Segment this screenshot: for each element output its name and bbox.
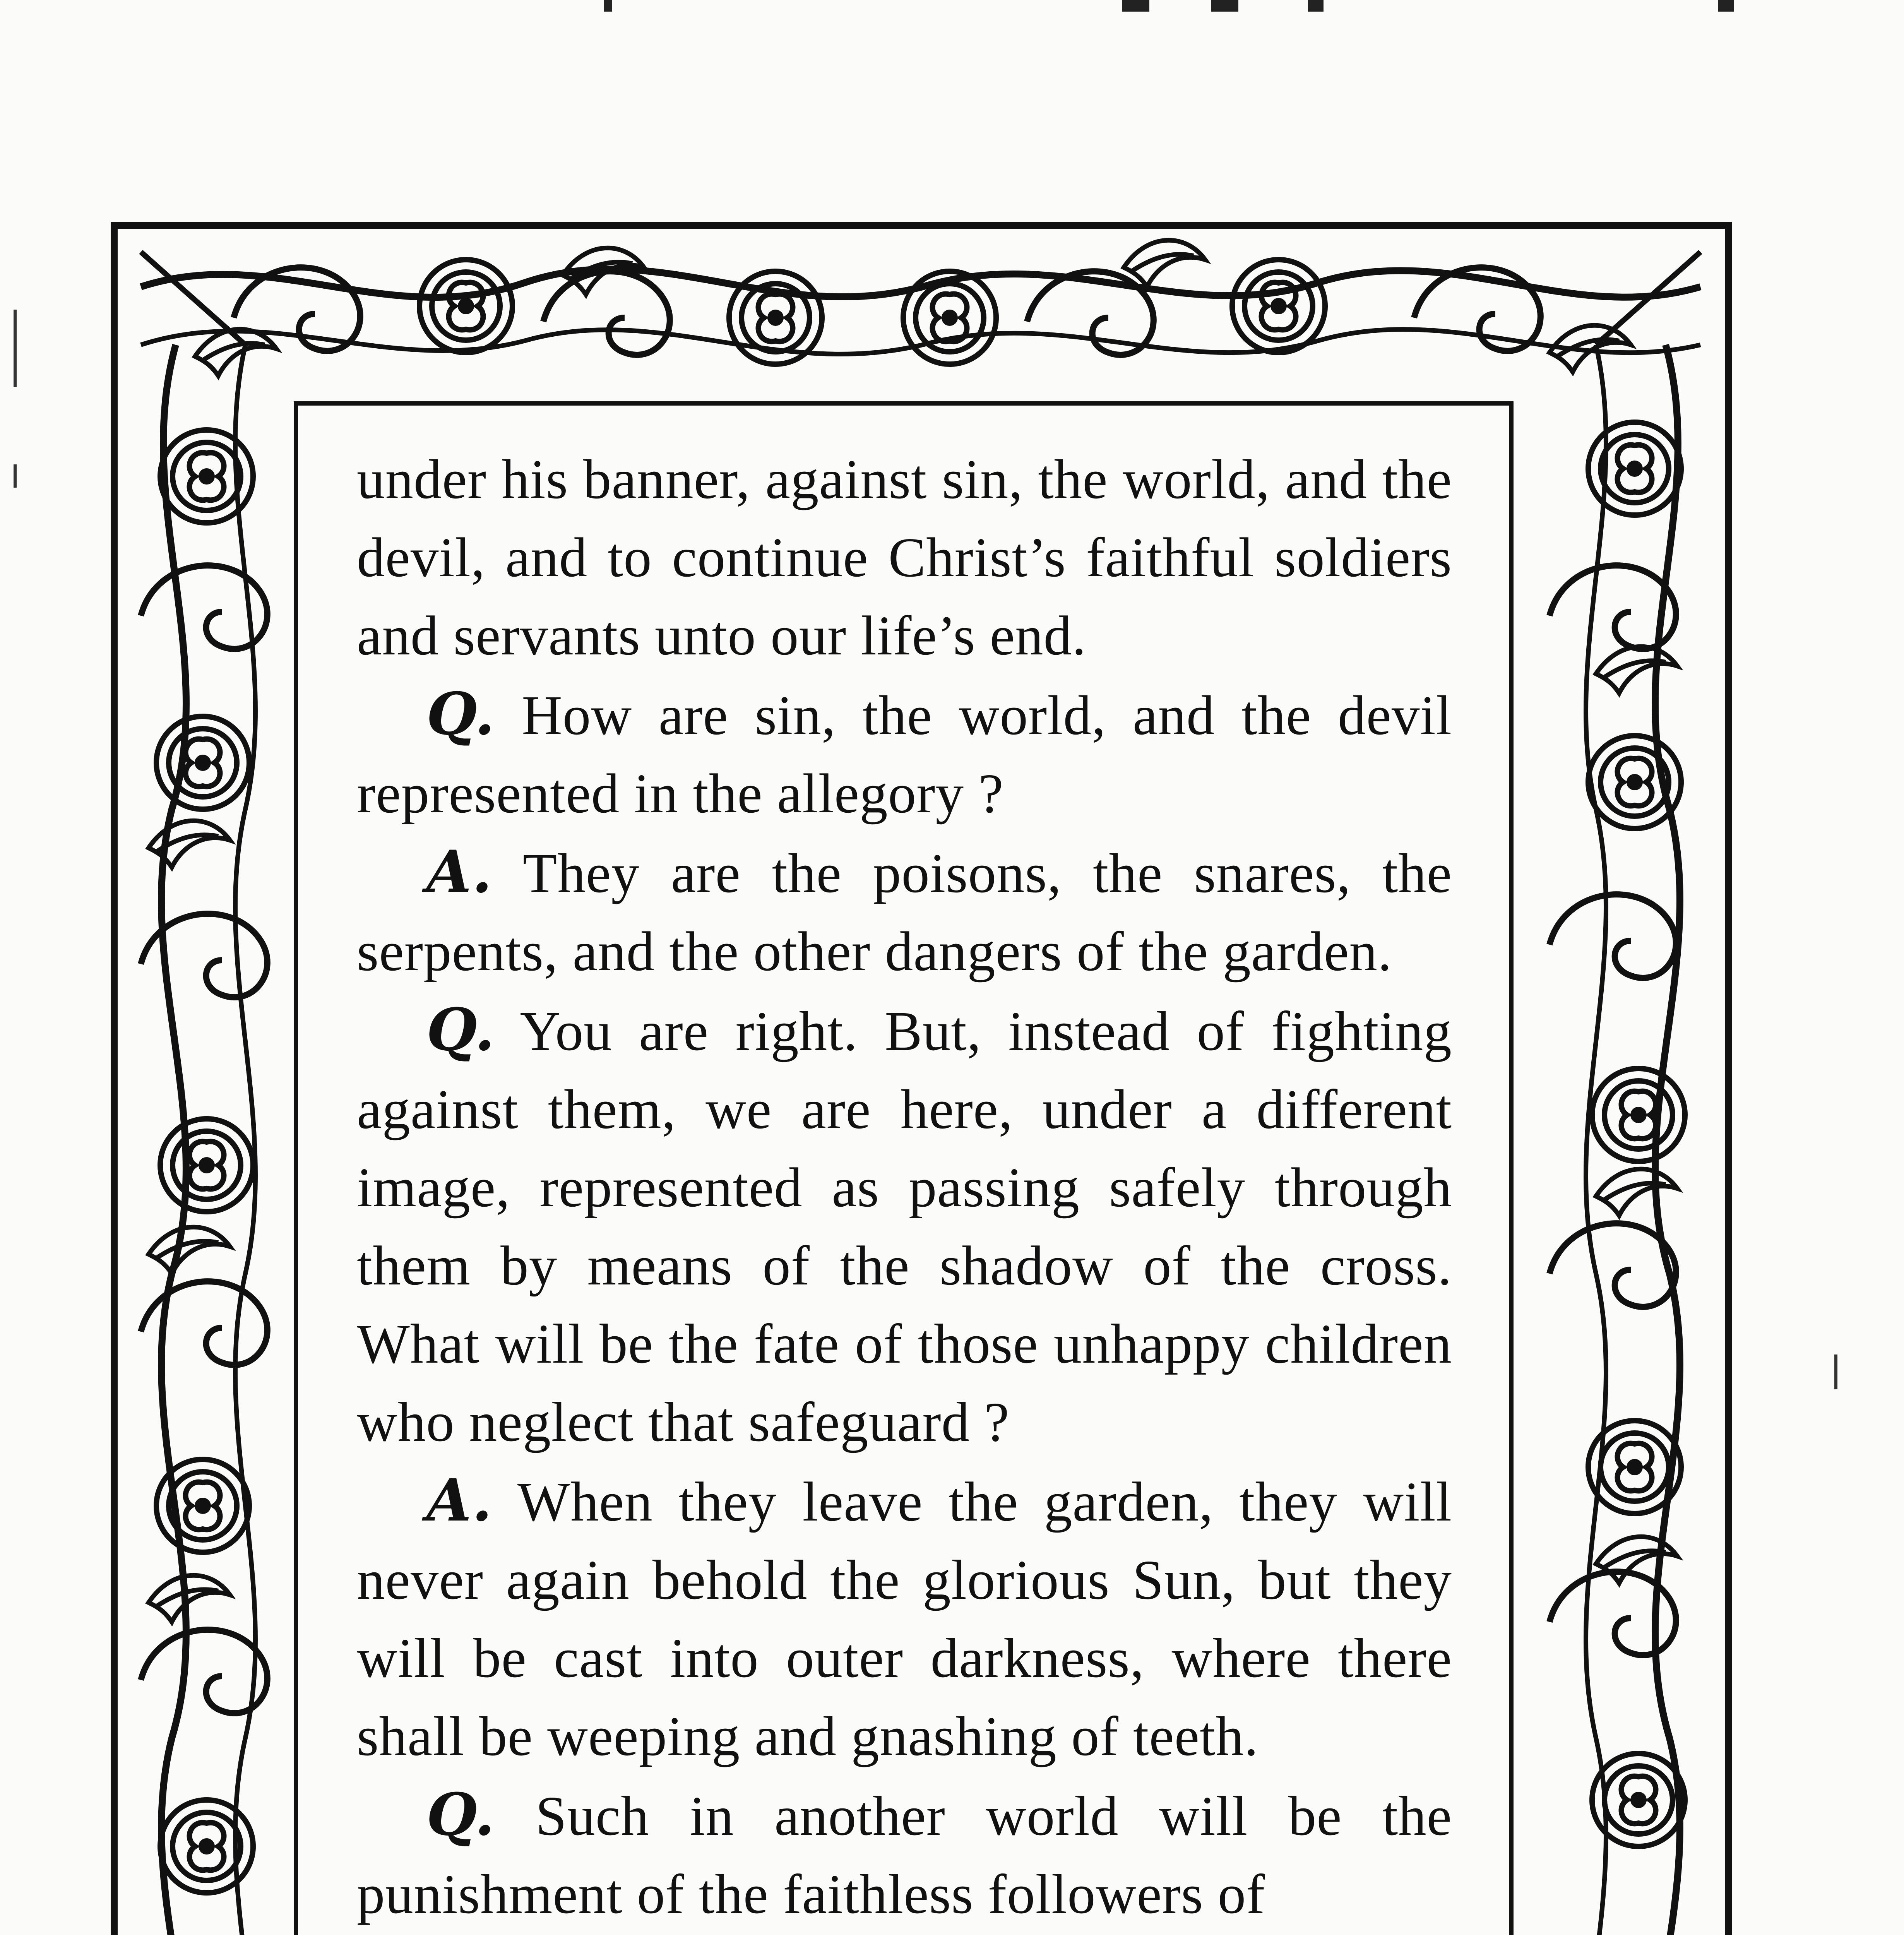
top-border: [141, 240, 1700, 376]
margin-mark: [1834, 1354, 1837, 1389]
paragraph-text: When they leave the garden, they will never again behold the glorious Sun, but they will be cast into outer darkness, where there shall be weeping and gnashing of teeth.: [357, 1471, 1452, 1767]
answer-paragraph: [357, 1461, 1452, 1776]
question-label: Q.: [426, 996, 495, 1064]
margin-mark: [14, 310, 17, 387]
question-paragraph: [357, 991, 1452, 1461]
answer-label: A.: [426, 838, 493, 906]
question-label: Q.: [426, 1781, 495, 1849]
paragraph-continuation: [357, 440, 1452, 675]
question-paragraph: [357, 675, 1452, 833]
question-paragraph: [357, 1776, 1452, 1933]
paragraph-text: under his banner, against sin, the world, and the devil, and to continue Christ’s faithful soldiers and servants unto our life’s end.: [357, 449, 1452, 667]
top-scan-marks: [0, 0, 1904, 23]
paragraph-text: Such in another world will be the punishment of the faithless followers of: [357, 1785, 1452, 1925]
left-border: [141, 345, 267, 1935]
paragraph-text: They are the poisons, the snares, the serpents, and the other dangers of the garden.: [357, 842, 1452, 983]
answer-label: A.: [426, 1466, 493, 1534]
page-text: [357, 440, 1452, 1933]
margin-mark: [14, 464, 17, 488]
right-border: [1550, 345, 1685, 1935]
paragraph-text: You are right. But, instead of fighting against them, we are here, under a different image, represented as passing safely through them by means of the shadow of the cross. What will be the fate of those unhappy children who neglect that safeguard ?: [357, 1000, 1452, 1453]
question-label: Q.: [426, 680, 495, 748]
paragraph-text: How are sin, the world, and the devil represented in the allegory ?: [357, 685, 1452, 825]
answer-paragraph: [357, 833, 1452, 991]
